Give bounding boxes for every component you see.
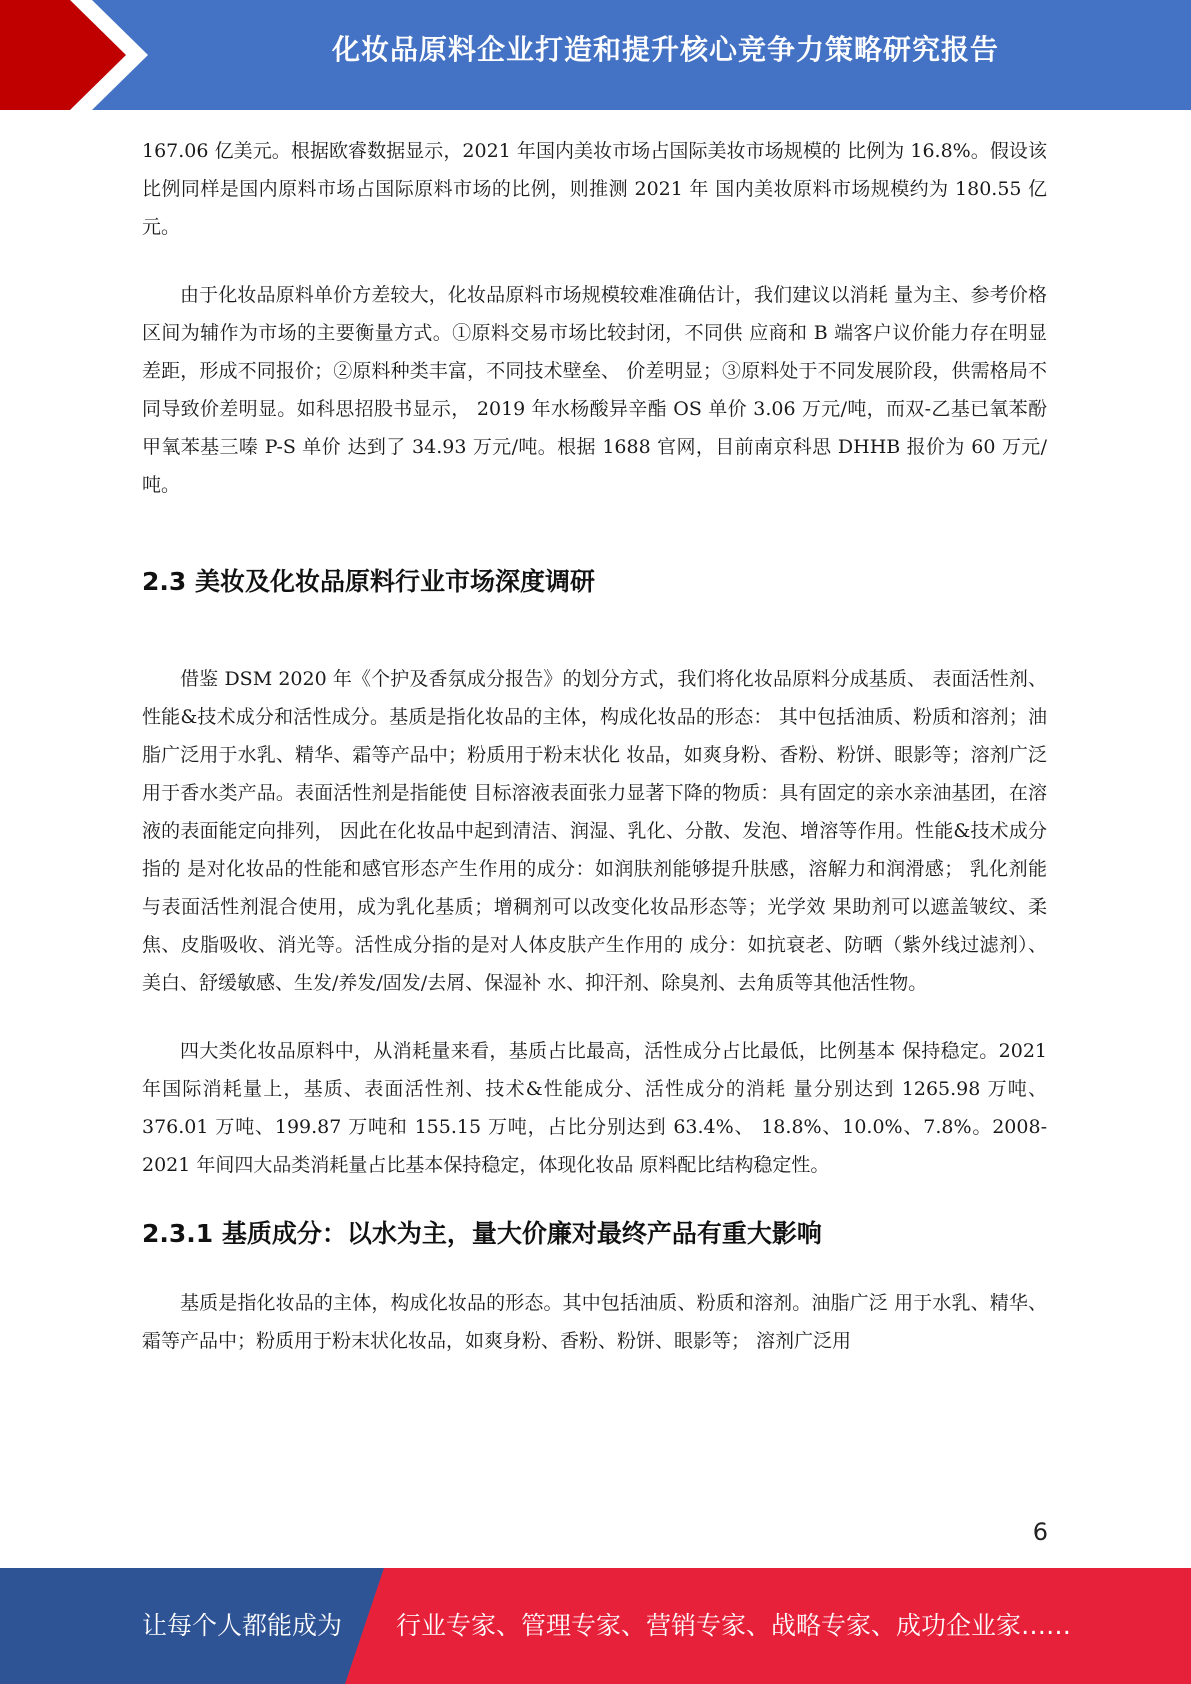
report-title: 化妆品原料企业打造和提升核心竞争力策略研究报告 bbox=[331, 33, 999, 66]
footer-slogan-left: 让每个人都能成为 bbox=[142, 1611, 343, 1640]
paragraph-ingredient-categories: 借鉴 DSM 2020 年《个护及香氛成分报告》的划分方式，我们将化妆品原料分成基质、 表面活性剂、性能&技术成分和活性成分。基质是指化妆品的主体，构成化妆品的形态： 其中包括油质、粉质和溶剂；油脂广泛用于水乳、精华、霜等产品中；粉质用于粉末状化 妆品，如爽身粉、香粉、粉饼、眼影等；溶剂广泛用于香水类产品。表面活性剂是指能使 目标溶液表面张力显著下降的物质：具有固定的亲水亲油基团，在溶液的表面能定向排列， 因此在化妆品中起到清洁、润湿、乳化、分散、发泡、增溶等作用。性能&技术成分指的 是对化妆品的性能和感官形态产生作用的成分：如润肤剂能够提升肤感，溶解力和润滑感； 乳化剂能与表面活性剂混合使用，成为乳化基质；增稠剂可以改变化妆品形态等；光学效 果助剂可以遮盖皱纹、柔焦、皮脂吸收、消光等。活性成分指的是对人体皮肤产生作用的 成分：如抗衰老、防晒（紫外线过滤剂）、美白、舒缓敏感、生发/养发/固发/去屑、保湿补 水、抑汗剂、除臭剂、去角质等其他活性物。 bbox=[142, 668, 1047, 994]
header-chevron-icon bbox=[0, 0, 160, 110]
paragraph-base-ingredients: 基质是指化妆品的主体，构成化妆品的形态。其中包括油质、粉质和溶剂。油脂广泛 用于水乳、精华、霜等产品中；粉质用于粉末状化妆品，如爽身粉、香粉、粉饼、眼影等； 溶剂广泛用 bbox=[142, 1292, 1047, 1352]
page-footer bbox=[0, 1568, 1191, 1684]
footer-slogan-right: 行业专家、管理专家、营销专家、战略专家、成功企业家…… bbox=[396, 1611, 1072, 1640]
page-header bbox=[0, 0, 1191, 110]
paragraph-market-size: 167.06 亿美元。根据欧睿数据显示，2021 年国内美妆市场占国际美妆市场规模的 比例为 16.8%。假设该比例同样是国内原料市场占国际原料市场的比例，则推测 2021 年 国内美妆原料市场规模约为 180.55 亿元。 bbox=[142, 140, 1047, 238]
section-heading-2-3: 2.3 美妆及化妆品原料行业市场深度调研 bbox=[142, 567, 595, 596]
paragraph-measurement-method: 由于化妆品原料单价方差较大，化妆品原料市场规模较难准确估计，我们建议以消耗 量为主、参考价格区间为辅作为市场的主要衡量方式。①原料交易市场比较封闭，不同供 应商和 B 端客户议价能力存在明显差距，形成不同报价；②原料种类丰富，不同技术壁垒、 价差明显；③原料处于不同发展阶段，供需格局不同导致价差明显。如科思招股书显示， 2019 年水杨酸异辛酯 OS 单价 3.06 万元/吨，而双-乙基已氧苯酚甲氧苯基三嗪 P-S 单价 达到了 34.93 万元/吨。根据 1688 官网，目前南京科思 DHHB 报价为 60 万元/吨。 bbox=[142, 284, 1047, 496]
document-body bbox=[142, 132, 1047, 1360]
paragraph-consumption-share: 四大类化妆品原料中，从消耗量来看，基质占比最高，活性成分占比最低，比例基本 保持稳定。2021 年国际消耗量上，基质、表面活性剂、技术&性能成分、活性成分的消耗 量分别达到 1265.98 万吨、376.01 万吨、199.87 万吨和 155.15 万吨，占比分别达到 63.4%、 18.8%、10.0%、7.8%。2008-2021 年间四大品类消耗量占比基本保持稳定，体现化妆品 原料配比结构稳定性。 bbox=[142, 1040, 1047, 1176]
page-number: 6 bbox=[1032, 1518, 1048, 1546]
section-heading-2-3-1: 2.3.1 基质成分：以水为主，量大价廉对最终产品有重大影响 bbox=[142, 1219, 822, 1248]
